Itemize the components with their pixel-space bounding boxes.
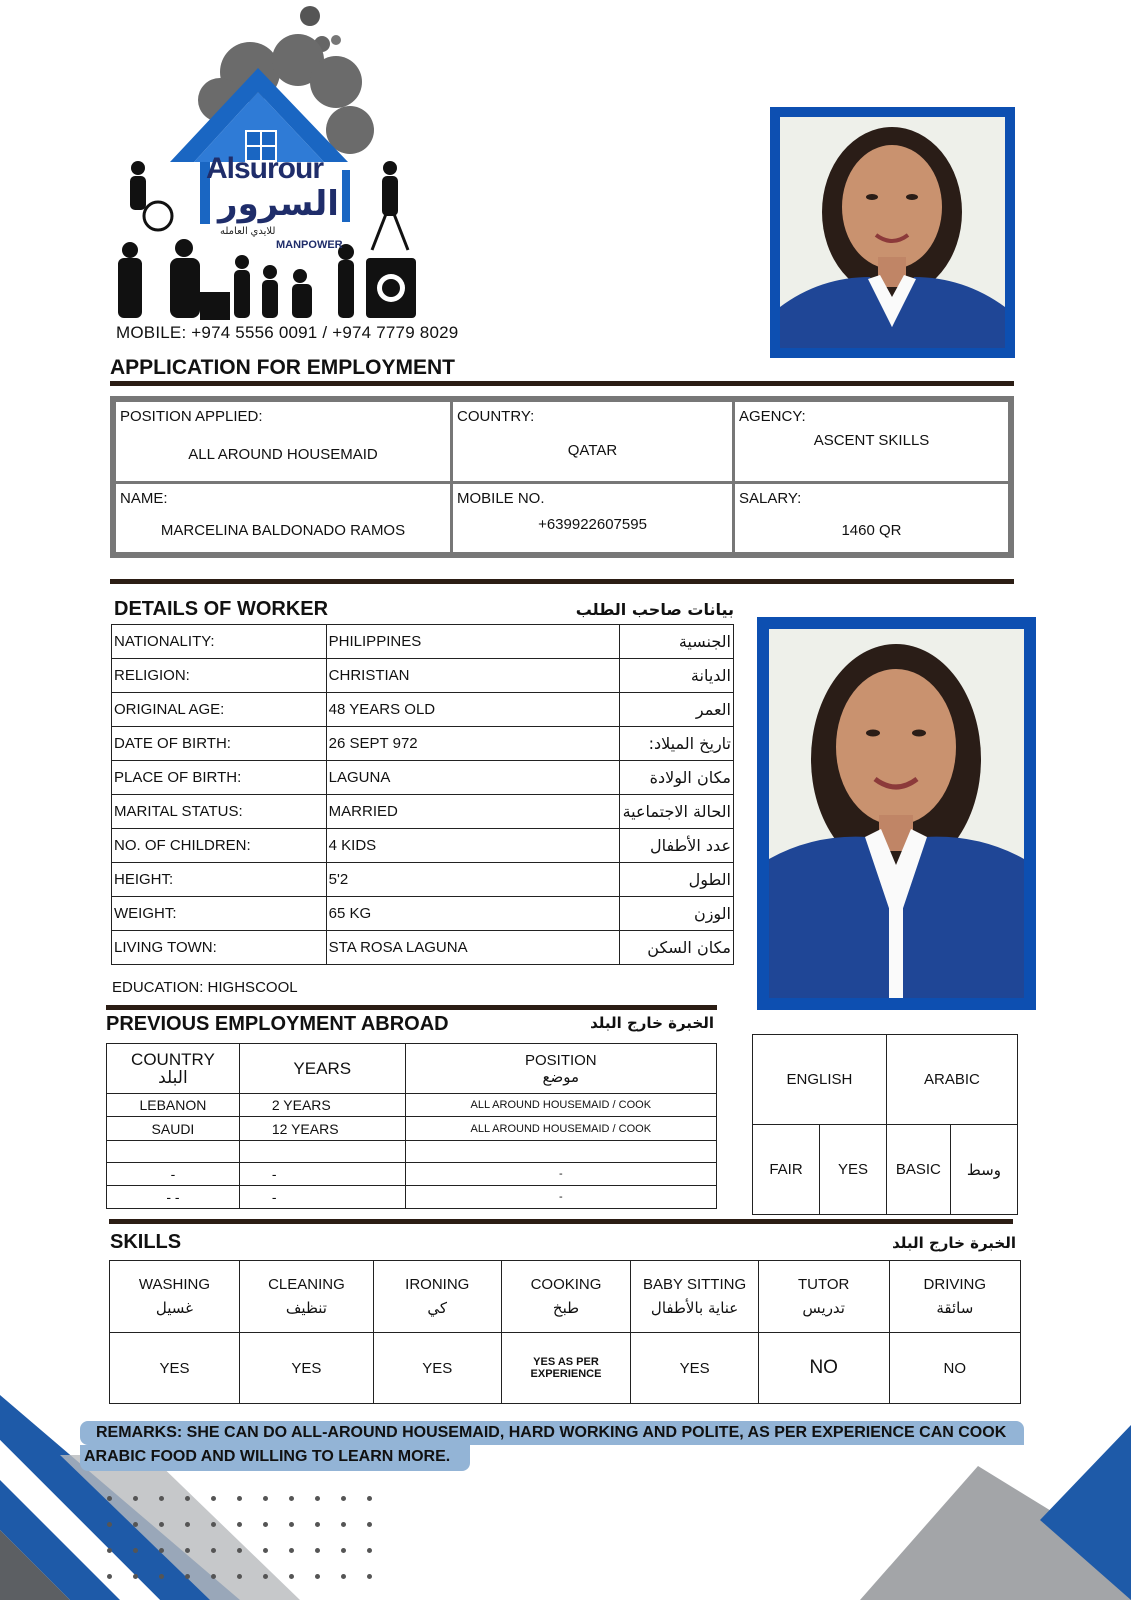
decor-dot: [315, 1548, 320, 1553]
language-english: ENGLISH: [753, 1035, 887, 1125]
decor-dot: [315, 1574, 320, 1579]
skills-title: SKILLS: [110, 1231, 182, 1253]
decor-dot: [315, 1496, 320, 1501]
decor-dot: [341, 1496, 346, 1501]
detail-row: [112, 761, 734, 795]
portrait-graphic: [769, 629, 1024, 998]
detail-label: RELIGION:: [112, 659, 327, 693]
decor-dot: [315, 1522, 320, 1527]
logo-brand-ar: السرور: [218, 184, 339, 224]
detail-value: MARRIED: [326, 795, 619, 829]
section-divider: [110, 579, 1014, 584]
mobile-label: MOBILE NO.: [457, 490, 545, 507]
decor-dot: [237, 1574, 242, 1579]
detail-row: [112, 897, 734, 931]
agency-cell: [732, 399, 1011, 484]
agency-label: AGENCY:: [739, 408, 806, 425]
detail-value: 48 YEARS OLD: [326, 693, 619, 727]
page-title: APPLICATION FOR EMPLOYMENT: [110, 356, 455, 379]
language-arabic: ARABIC: [886, 1035, 1017, 1125]
detail-row: [112, 795, 734, 829]
detail-label: PLACE OF BIRTH:: [112, 761, 327, 795]
decor-dot: [107, 1522, 112, 1527]
decor-dot: [159, 1496, 164, 1501]
decor-dot: [133, 1496, 138, 1501]
decor-dot: [289, 1548, 294, 1553]
skill-header: [889, 1261, 1020, 1333]
employment-years: -: [239, 1163, 405, 1186]
skill-name: COOKING: [530, 1276, 602, 1293]
header-country-ar: البلد: [158, 1067, 188, 1088]
decor-dot: [341, 1574, 346, 1579]
decor-dot: [185, 1574, 190, 1579]
decor-dot: [341, 1548, 346, 1553]
skill-name-ar: تدريس: [802, 1299, 845, 1317]
employment-country: SAUDI: [107, 1117, 240, 1141]
detail-value: 65 KG: [326, 897, 619, 931]
detail-label-ar: العمر: [620, 693, 734, 727]
decor-dot: [159, 1548, 164, 1553]
employment-row: [107, 1186, 717, 1209]
detail-label-ar: مكان السكن: [620, 931, 734, 965]
name-label: NAME:: [120, 490, 168, 507]
detail-label-ar: مكان الولادة: [620, 761, 734, 795]
remarks-line-2: ARABIC FOOD AND WILLING TO LEARN MORE.: [80, 1445, 470, 1471]
details-title: DETAILS OF WORKER: [114, 598, 329, 620]
skills-table: [109, 1260, 1021, 1404]
skill-header: [110, 1261, 240, 1333]
company-logo: [110, 0, 450, 325]
contact-mobile: MOBILE: +974 5556 0091 / +974 7779 8029: [116, 323, 459, 342]
decor-dot: [237, 1522, 242, 1527]
employment-position: ALL AROUND HOUSEMAID / COOK: [405, 1117, 716, 1141]
logo-brand-en: Alsurour: [206, 152, 324, 185]
decor-dot: [263, 1548, 268, 1553]
decor-dot: [367, 1522, 372, 1527]
portrait-graphic: [780, 117, 1005, 348]
skill-header: [239, 1261, 373, 1333]
skill-value: YES: [631, 1333, 758, 1404]
salary-cell: [732, 481, 1011, 555]
col-country-header: [107, 1044, 240, 1094]
details-title-ar: بيانات صاحب الطلب: [575, 600, 734, 619]
decor-dot: [367, 1496, 372, 1501]
detail-value: 5'2: [326, 863, 619, 897]
decor-dot: [211, 1574, 216, 1579]
decor-dot: [237, 1548, 242, 1553]
skill-name: DRIVING: [923, 1276, 987, 1293]
detail-row: [112, 829, 734, 863]
decor-dot: [211, 1496, 216, 1501]
name-value: MARCELINA BALDONADO RAMOS: [160, 522, 406, 539]
arabic-value: وسط: [950, 1125, 1017, 1215]
decor-dot: [185, 1496, 190, 1501]
employment-country: -: [107, 1163, 240, 1186]
skill-value: YES: [239, 1333, 373, 1404]
decor-dot: [341, 1522, 346, 1527]
employment-table: [106, 1043, 717, 1209]
skill-name-ar: عناية بالأطفال: [650, 1299, 739, 1317]
employment-position: ALL AROUND HOUSEMAID / COOK: [405, 1094, 716, 1117]
skill-header: [631, 1261, 758, 1333]
employment-position: [405, 1141, 716, 1163]
detail-label-ar: الوزن: [620, 897, 734, 931]
employment-country: - -: [107, 1186, 240, 1209]
detail-label-ar: عدد الأطفال: [620, 829, 734, 863]
arabic-level: BASIC: [886, 1125, 950, 1215]
applicant-photo-large: [757, 617, 1036, 1010]
decor-dot: [185, 1522, 190, 1527]
detail-row: [112, 659, 734, 693]
detail-label: NO. OF CHILDREN:: [112, 829, 327, 863]
language-table: [752, 1034, 1018, 1215]
country-value: QATAR: [567, 442, 618, 459]
col-position-header: [405, 1044, 716, 1094]
skill-value: NO: [889, 1333, 1020, 1404]
header-years: YEARS: [239, 1044, 405, 1094]
decor-dot: [107, 1496, 112, 1501]
employment-row: [107, 1094, 717, 1117]
employment-years: [239, 1141, 405, 1163]
name-cell: [113, 481, 453, 555]
english-level: FAIR: [753, 1125, 820, 1215]
skill-name: WASHING: [138, 1276, 211, 1293]
decor-dot: [289, 1574, 294, 1579]
country-cell: [450, 399, 735, 484]
salary-value: 1460 QR: [841, 522, 902, 539]
worker-details-table: [111, 624, 734, 965]
detail-row: [112, 693, 734, 727]
decor-dot: [289, 1522, 294, 1527]
remarks: [80, 1421, 1024, 1471]
detail-label-ar: الجنسية: [620, 625, 734, 659]
skill-value: NO: [758, 1333, 889, 1404]
decor-dot: [211, 1522, 216, 1527]
employment-country: LEBANON: [107, 1094, 240, 1117]
employment-divider: [106, 1005, 717, 1010]
detail-row: [112, 863, 734, 897]
skills-divider: [109, 1219, 1013, 1224]
decor-dot: [159, 1574, 164, 1579]
education: EDUCATION: HIGHSCOOL: [112, 979, 298, 996]
skill-value: YES: [373, 1333, 501, 1404]
position-cell: [113, 399, 453, 484]
decor-dot: [107, 1548, 112, 1553]
agency-value: ASCENT SKILLS: [813, 432, 930, 449]
decor-dot: [237, 1496, 242, 1501]
skill-value: YES: [110, 1333, 240, 1404]
detail-value: STA ROSA LAGUNA: [326, 931, 619, 965]
skill-name-ar: طبخ: [552, 1299, 580, 1317]
decor-dot: [289, 1496, 294, 1501]
mobile-value: +639922607595: [538, 516, 647, 533]
employment-row: [107, 1163, 717, 1186]
detail-label: WEIGHT:: [112, 897, 327, 931]
applicant-photo-top: [770, 107, 1015, 358]
title-divider: [110, 381, 1014, 386]
decor-dot: [185, 1548, 190, 1553]
decor-dot: [133, 1574, 138, 1579]
decor-dot: [159, 1522, 164, 1527]
skill-header: [758, 1261, 889, 1333]
employment-position: -: [405, 1186, 716, 1209]
decor-dot: [367, 1574, 372, 1579]
detail-row: [112, 931, 734, 965]
employment-years: -: [239, 1186, 405, 1209]
detail-row: [112, 727, 734, 761]
decor-dot: [263, 1496, 268, 1501]
detail-label: MARITAL STATUS:: [112, 795, 327, 829]
position-label: POSITION APPLIED:: [120, 408, 263, 425]
detail-label: DATE OF BIRTH:: [112, 727, 327, 761]
remarks-line-1: REMARKS: SHE CAN DO ALL-AROUND HOUSEMAID, HARD WORKING AND POLITE, AS PER EXPERIENCE CAN COOK: [80, 1421, 1024, 1445]
mobile-cell: [450, 481, 735, 555]
skill-name: CLEANING: [268, 1276, 345, 1293]
skill-name-ar: غسيل: [155, 1299, 194, 1317]
skill-name: BABY SITTING: [643, 1276, 747, 1293]
skill-name-ar: كي: [427, 1299, 448, 1317]
detail-label: ORIGINAL AGE:: [112, 693, 327, 727]
skill-value: YES AS PER EXPERIENCE: [501, 1333, 631, 1404]
position-value: ALL AROUND HOUSEMAID: [188, 446, 378, 463]
decor-dot: [367, 1548, 372, 1553]
logo-tagline-ar: للايدي العامله: [220, 226, 276, 237]
application-info-table: [110, 396, 1014, 558]
skill-name-ar: سائقة: [936, 1299, 974, 1317]
detail-value: LAGUNA: [326, 761, 619, 795]
logo-tagline-en: MANPOWER: [276, 239, 343, 251]
skill-name: IRONING: [405, 1276, 470, 1293]
employment-country: [107, 1141, 240, 1163]
skill-name: TUTOR: [798, 1276, 850, 1293]
header-position-ar: موضع: [542, 1067, 580, 1086]
detail-label-ar: تاريخ الميلاد:: [620, 727, 734, 761]
detail-label-ar: الديانة: [620, 659, 734, 693]
decor-dot: [263, 1522, 268, 1527]
employment-position: -: [405, 1163, 716, 1186]
detail-value: CHRISTIAN: [326, 659, 619, 693]
decor-dot: [133, 1548, 138, 1553]
detail-label-ar: الطول: [620, 863, 734, 897]
english-value: YES: [820, 1125, 887, 1215]
header-country: COUNTRY: [131, 1049, 215, 1069]
decor-dot: [107, 1574, 112, 1579]
skill-name-ar: تنظيف: [285, 1299, 327, 1317]
skills-title-ar: الخبرة خارج البلد: [892, 1234, 1016, 1252]
detail-value: PHILIPPINES: [326, 625, 619, 659]
country-label: COUNTRY:: [457, 408, 535, 425]
detail-value: 4 KIDS: [326, 829, 619, 863]
detail-label: NATIONALITY:: [112, 625, 327, 659]
detail-label: LIVING TOWN:: [112, 931, 327, 965]
employment-title-ar: الخبرة خارج البلد: [590, 1014, 714, 1032]
employment-years: 2 YEARS: [239, 1094, 405, 1117]
detail-label: HEIGHT:: [112, 863, 327, 897]
salary-label: SALARY:: [739, 490, 802, 507]
decor-dot: [263, 1574, 268, 1579]
decor-dot: [211, 1548, 216, 1553]
skill-header: [373, 1261, 501, 1333]
employment-row: [107, 1141, 717, 1163]
employment-title: PREVIOUS EMPLOYMENT ABROAD: [106, 1013, 449, 1035]
detail-label-ar: الحالة الاجتماعية: [620, 795, 734, 829]
skill-header: [501, 1261, 631, 1333]
detail-value: 26 SEPT 972: [326, 727, 619, 761]
employment-row: [107, 1117, 717, 1141]
decor-dot: [133, 1522, 138, 1527]
employment-years: 12 YEARS: [239, 1117, 405, 1141]
header-position: POSITION: [524, 1051, 597, 1069]
detail-row: [112, 625, 734, 659]
